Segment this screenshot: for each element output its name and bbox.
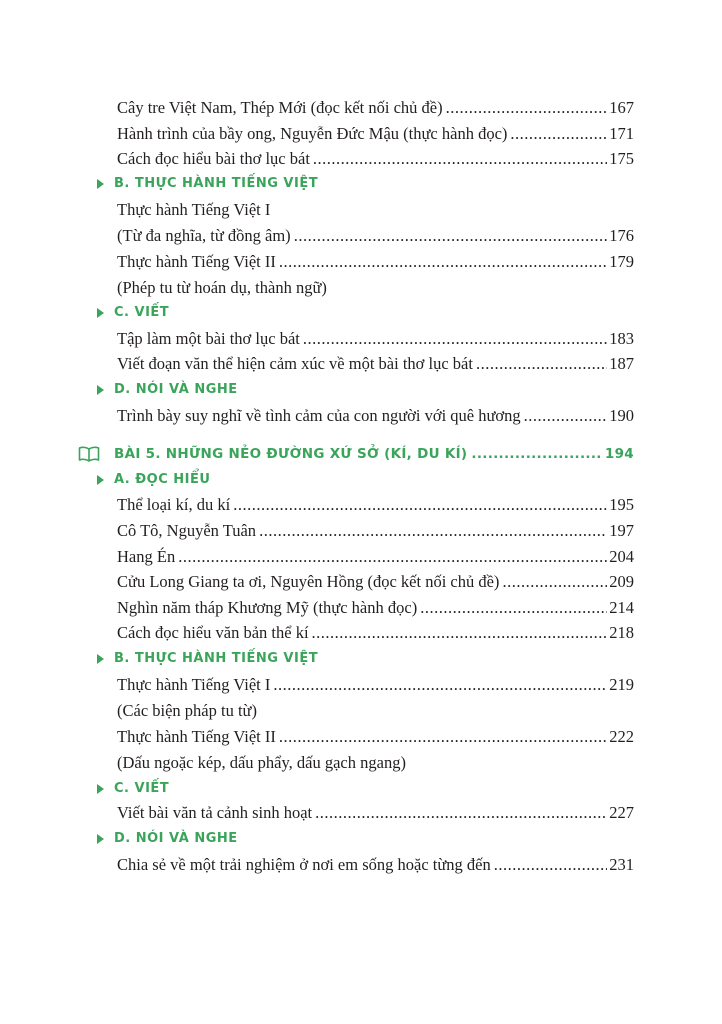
page-number: 209 — [609, 572, 634, 591]
toc-entry — [117, 545, 634, 569]
entry-title: Thực hành Tiếng Việt I — [117, 675, 271, 694]
toc-entry — [117, 404, 634, 428]
dot-leader — [510, 122, 607, 146]
section-heading-label: B. THỰC HÀNH TIẾNG VIỆT — [114, 651, 319, 666]
page-number: 214 — [609, 598, 634, 617]
dot-leader — [524, 404, 608, 428]
toc-entry — [117, 801, 634, 825]
lesson-title: BÀI 5. NHỮNG NẺO ĐƯỜNG XỨ SỞ (KÍ, DU KÍ) — [114, 446, 468, 462]
section-heading-label: D. NÓI VÀ NGHE — [114, 382, 238, 397]
toc-entry — [117, 224, 634, 248]
toc-entry — [117, 853, 634, 877]
entry-title: Thể loại kí, du kí — [117, 495, 231, 514]
page-number: 171 — [609, 124, 634, 143]
triangle-bullet-icon — [97, 834, 104, 844]
entry-title: (Các biện pháp tu từ) — [117, 701, 257, 720]
toc-entry — [117, 596, 634, 620]
page-number: 218 — [609, 623, 634, 642]
entry-title: Nghìn năm tháp Khương Mỹ (thực hành đọc) — [117, 598, 418, 617]
dot-leader — [233, 493, 607, 517]
dot-leader — [178, 545, 607, 569]
entry-title: Viết đoạn văn thể hiện cảm xúc về một bài thơ lục bát — [117, 354, 473, 373]
section-heading — [97, 172, 318, 196]
entry-title: Cô Tô, Nguyễn Tuân — [117, 521, 257, 540]
toc-entry — [117, 725, 634, 749]
page-number: 231 — [609, 855, 634, 874]
section-heading — [97, 827, 238, 851]
toc-entry — [117, 621, 634, 645]
section-heading — [97, 378, 238, 402]
triangle-bullet-icon — [97, 475, 104, 485]
dot-leader — [312, 621, 608, 645]
toc-entry — [117, 699, 634, 723]
page-number: 183 — [609, 329, 634, 348]
dot-leader — [303, 327, 607, 351]
page-number: 222 — [609, 727, 634, 746]
toc-entry — [117, 493, 634, 517]
section-heading-label: C. VIẾT — [114, 305, 170, 320]
toc-entry — [117, 570, 634, 594]
page-number: 195 — [609, 495, 634, 514]
dot-leader — [279, 725, 607, 749]
triangle-bullet-icon — [97, 308, 104, 318]
toc-entry — [117, 198, 634, 222]
open-book-icon — [78, 445, 100, 463]
entry-title: Hang Én — [117, 547, 176, 566]
dot-leader — [315, 801, 607, 825]
entry-title: Trình bày suy nghĩ về tình cảm của con người với quê hương — [117, 406, 521, 425]
section-heading — [97, 468, 210, 492]
dot-leader — [273, 673, 607, 697]
dot-leader — [471, 442, 603, 466]
entry-title: Viết bài văn tả cảnh sinh hoạt — [117, 803, 313, 822]
entry-title: Cây tre Việt Nam, Thép Mới (đọc kết nối chủ đề) — [117, 98, 443, 117]
page-number: 179 — [609, 252, 634, 271]
page-number: 175 — [609, 149, 634, 168]
entry-title: Thực hành Tiếng Việt II — [117, 252, 276, 271]
entry-title: Cách đọc hiểu văn bản thể kí — [117, 623, 309, 642]
dot-leader — [279, 250, 607, 274]
toc-entry — [117, 96, 634, 120]
entry-title: Hành trình của bầy ong, Nguyễn Đức Mậu (thực hành đọc) — [117, 124, 508, 143]
triangle-bullet-icon — [97, 784, 104, 794]
section-heading-label: D. NÓI VÀ NGHE — [114, 831, 238, 846]
entry-title: (Từ đa nghĩa, từ đồng âm) — [117, 226, 291, 245]
toc-entry — [117, 519, 634, 543]
page-number: 167 — [609, 98, 634, 117]
dot-leader — [313, 147, 607, 171]
toc-entry — [117, 147, 634, 171]
entry-title: Thực hành Tiếng Việt I — [117, 200, 271, 219]
lesson-heading — [78, 442, 634, 466]
dot-leader — [476, 352, 607, 376]
page-number: 190 — [609, 406, 634, 425]
entry-title: Cửu Long Giang ta ơi, Nguyên Hồng (đọc kết nối chủ đề) — [117, 572, 500, 591]
toc-entry — [117, 751, 634, 775]
dot-leader — [502, 570, 607, 594]
dot-leader — [494, 853, 608, 877]
page-number: 194 — [604, 446, 634, 462]
toc-entry — [117, 327, 634, 351]
toc-entry — [117, 250, 634, 274]
toc-entry — [117, 122, 634, 146]
toc-entry — [117, 276, 634, 300]
entry-title: Cách đọc hiểu bài thơ lục bát — [117, 149, 310, 168]
entry-title: (Dấu ngoặc kép, dấu phẩy, dấu gạch ngang) — [117, 753, 406, 772]
toc-entry — [117, 352, 634, 376]
entry-title: (Phép tu từ hoán dụ, thành ngữ) — [117, 278, 327, 297]
section-heading-label: C. VIẾT — [114, 781, 170, 796]
page-number: 187 — [609, 354, 634, 373]
triangle-bullet-icon — [97, 179, 104, 189]
dot-leader — [446, 96, 608, 120]
page-number: 219 — [609, 675, 634, 694]
page-number: 197 — [609, 521, 634, 540]
page-number: 204 — [609, 547, 634, 566]
section-heading — [97, 647, 318, 671]
dot-leader — [259, 519, 607, 543]
entry-title: Tập làm một bài thơ lục bát — [117, 329, 300, 348]
entry-title: Chia sẻ về một trải nghiệm ở nơi em sống hoặc từng đến — [117, 855, 491, 874]
section-heading — [97, 301, 169, 325]
dot-leader — [294, 224, 608, 248]
page-number: 227 — [609, 803, 634, 822]
triangle-bullet-icon — [97, 385, 104, 395]
toc-entry — [117, 673, 634, 697]
page-number: 176 — [609, 226, 634, 245]
triangle-bullet-icon — [97, 654, 104, 664]
dot-leader — [420, 596, 607, 620]
section-heading-label: A. ĐỌC HIỂU — [114, 472, 211, 487]
section-heading — [97, 777, 169, 801]
section-heading-label: B. THỰC HÀNH TIẾNG VIỆT — [114, 176, 319, 191]
entry-title: Thực hành Tiếng Việt II — [117, 727, 276, 746]
